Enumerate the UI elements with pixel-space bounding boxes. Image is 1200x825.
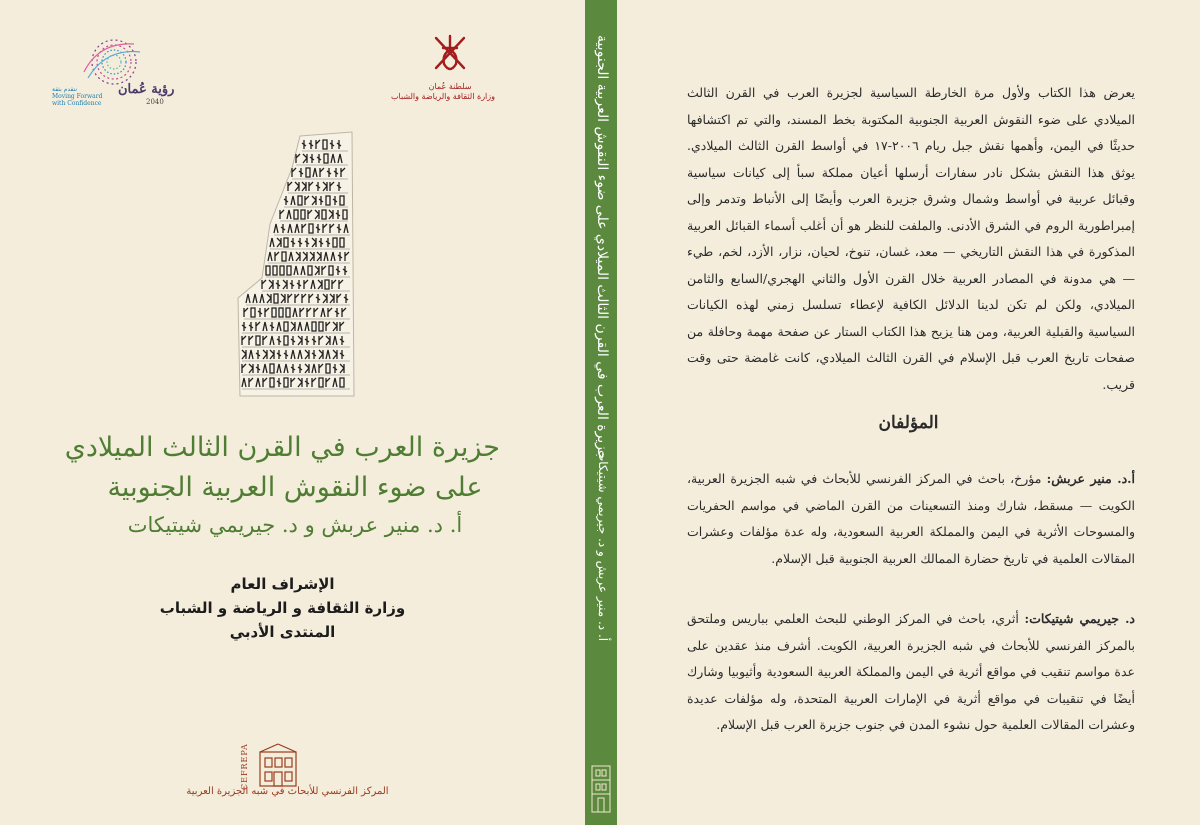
khanjar-emblem-icon: [428, 32, 472, 78]
cefrepa-vertical-text: CEFREPA: [240, 743, 249, 790]
ministry-logo-line1: سلطنة عُمان: [428, 82, 472, 91]
book-title-line1: جزيرة العرب في القرن الثالث الميلادي: [64, 432, 500, 463]
book-description: يعرض هذا الكتاب ولأول مرة الخارطة السياسية لجزيرة العرب في القرن الثالث الميلادي على ضوء النقوش العربية الجنوبية المكتوبة بخط المسند، والتي تم اكتشافها حديثًا في اليمن، وأهمها نقش جبل ريام ٢٠٠٦-١٧ في أواسط القرن الثالث الميلادي. يوثق هذا النقش بشكل نادر سفارات أرسلها أعيان مملكة سبأ إلى كيانات سياسية وقبائل عربية في أواسط وشمال وشرق جزيرة العرب وأيضًا إلى الأنباط وتدمر وإلى إمبراطورية الروم في الشرق الأدنى. والملفت للنظر هو أن أغلب أسماء القبائل العربية المذكورة في هذا النقش التاريخي — معد، غسان، تنوخ، لحيان، نزار، الأزد، لخم، طيء — هي مدونة في المصادر العربية خلال القرن الأول والثاني الهجري/السابع والثامن الميلادي، ولكن لم تكن لدينا الدلائل الكافية لإعطاء تسلسل زمني لهذه الكيانات السياسية والقبلية العربية، ومن هنا يزيح هذا الكتاب الستار عن صفحة مهمة وحافلة من صفحات تاريخ العرب قبل الإسلام في القرن الثالث الميلادي، كانت غامضة حتى وقت قريب.: [687, 85, 1135, 392]
author2-bio-text: أثري، باحث في المركز الوطني للبحث العلمي بباريس وملتحق بالمركز الفرنسي للأبحاث في شبه الجزيرة العربية، الكويت. أشرف منذ عقدين على عدة مواسم تنقيب في مواقع أثرية في اليمن والمملكة العربية السعودية وأثيوبيا وشارك أيضًا في تنقيبات في مواقع أثرية في الإمارات العربية المتحدة، وله مؤلفات عديدة وعشرات المقالات العلمية حول نشوء المدن في جنوب جزيرة العرب قبل الإسلام.: [687, 611, 1135, 732]
book-title-line2: على ضوء النقوش العربية الجنوبية: [107, 472, 483, 503]
musnad-inscription-stone-image: [230, 128, 360, 398]
author1-bio-text: مؤرخ، باحث في المركز الفرنسي للأبحاث في شبه الجزيرة العربية، الكويت — مسقط، شارك ومنذ التسعينات من القرن الماضي في مواسم الحفريات والمسوحات الأثرية في اليمن والمملكة العربية السعودية، وله عدة مؤلفات وعشرات المقالات العلمية في تاريخ حضارة الممالك العربية الجنوبية قبل الإسلام.: [687, 471, 1135, 566]
book-authors: أ. د. منير عربش و د. جيريمي شيتيكات: [127, 513, 463, 537]
spine: [585, 0, 617, 825]
author1-bio: [687, 466, 1135, 572]
vision-tagline: [52, 86, 102, 107]
ministry-logo: [390, 32, 495, 112]
supervision-forum: المنتدى الأدبي: [229, 623, 336, 641]
vision-tagline-ar: نتقدم بثقة: [52, 86, 78, 93]
spine-cefrepa-icon: [588, 760, 614, 816]
ministry-logo-line2: وزارة الثقافة والرياضة والشباب: [390, 92, 495, 101]
supervision-ministry: وزارة الثقافة و الرياضة و الشباب: [159, 599, 406, 617]
cefrepa-building-icon: [258, 742, 298, 788]
supervision-heading: الإشراف العام: [230, 575, 335, 593]
author1-name: أ.د. منير عربش:: [1046, 471, 1135, 486]
cefrepa-caption: المركز الفرنسي للأبحاث في شبه الجزيرة العربية: [186, 786, 389, 797]
author2-bio: [687, 606, 1135, 739]
front-cover: [0, 0, 585, 825]
back-cover: [617, 0, 1200, 825]
authors-heading: المؤلفان: [878, 413, 939, 433]
spine-authors: أ. د. منير عربش و د. جيريمي شيتيكات: [596, 450, 610, 642]
vision-arabic-text: رؤية عُمان: [118, 82, 175, 97]
vision-tagline-en-2: with Confidence: [52, 100, 102, 107]
cefrepa-logo: [240, 740, 340, 792]
front-title-block: [64, 428, 500, 540]
vision-year: 2040: [146, 98, 164, 106]
oman-vision-2040-logo: [52, 32, 212, 112]
vision-tagline-en-1: Moving Forward: [52, 93, 103, 100]
spine-title: جزيرة العرب في القرن الثالث الميلادي على ضوء النقوش العربية الجنوبية: [594, 35, 610, 460]
supervision-block: [150, 572, 415, 644]
author2-name: د. جيريمي شيتيكات:: [1024, 611, 1135, 626]
